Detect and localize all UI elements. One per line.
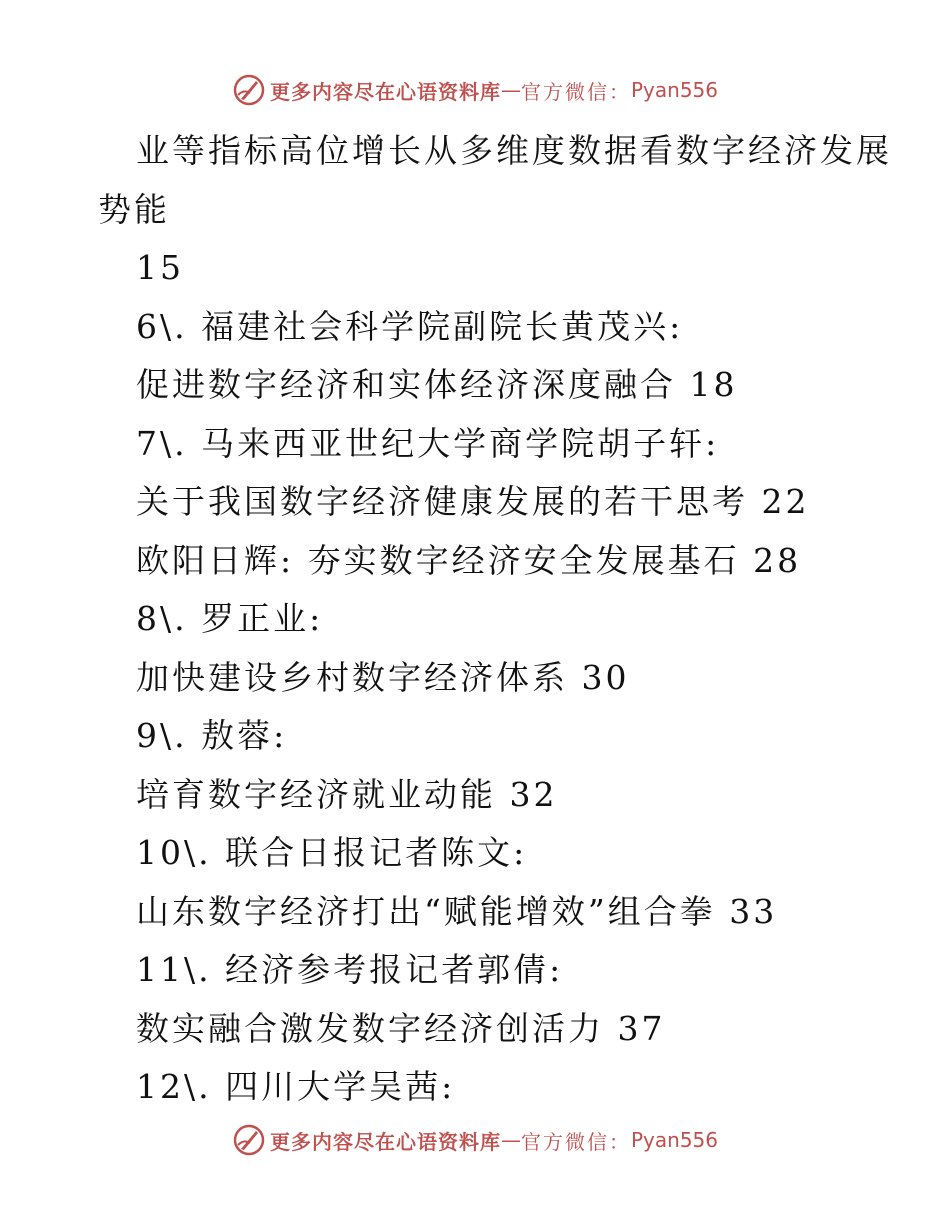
- toc-entry: 促进数字经济和实体经济深度融合 18: [136, 365, 738, 404]
- toc-entry: 山东数字经济打出“赋能增效”组合拳 33: [136, 891, 778, 931]
- watermark-wechat-label: 官方微信：: [520, 1129, 631, 1154]
- toc-entry: 欧阳日辉: 夯实数字经济安全发展基石 28: [136, 540, 802, 580]
- toc-heading: 12\. 四川大学吴茜:: [136, 1067, 456, 1106]
- toc-heading: 7\. 马来西亚世纪大学商学院胡子轩:: [136, 423, 720, 463]
- watermark-title: 更多内容尽在心语资料库: [269, 1129, 501, 1154]
- toc-entry: 培育数字经济就业动能 32: [136, 774, 558, 814]
- toc-entry: 加快建设乡村数字经济体系 30: [136, 657, 630, 697]
- watermark-separator: —: [500, 78, 521, 102]
- watermark-separator: —: [500, 1128, 521, 1152]
- toc-heading: 6\. 福建社会科学院副院长黄茂兴:: [136, 306, 684, 346]
- document-body: [98, 122, 898, 1117]
- toc-heading: 9\. 敖蓉:: [136, 716, 288, 755]
- watermark-title: 更多内容尽在心语资料库: [269, 79, 501, 104]
- toc-entry: 数实融合激发数字经济创活力 37: [136, 1008, 666, 1048]
- footer-watermark: [0, 1118, 950, 1162]
- toc-heading: 8\. 罗正业:: [136, 599, 324, 638]
- text-line: 势能: [98, 189, 170, 229]
- watermark-wechat-label: 官方微信：: [520, 79, 631, 104]
- watermark-wechat-id: Pyan556: [630, 78, 718, 102]
- quill-logo-icon: [232, 73, 266, 107]
- quill-logo-icon: [232, 1123, 266, 1157]
- toc-heading: 11\. 经济参考报记者郭倩:: [136, 950, 564, 989]
- toc-entry: 关于我国数字经济健康发展的若干思考 22: [136, 482, 810, 521]
- watermark-wechat-id: Pyan556: [630, 1128, 718, 1152]
- text-line: 业等指标高位增长从多维度数据看数字经济发展: [136, 131, 892, 170]
- header-watermark: [0, 68, 950, 112]
- page-number: 15: [136, 248, 184, 287]
- toc-heading: 10\. 联合日报记者陈文:: [136, 833, 528, 872]
